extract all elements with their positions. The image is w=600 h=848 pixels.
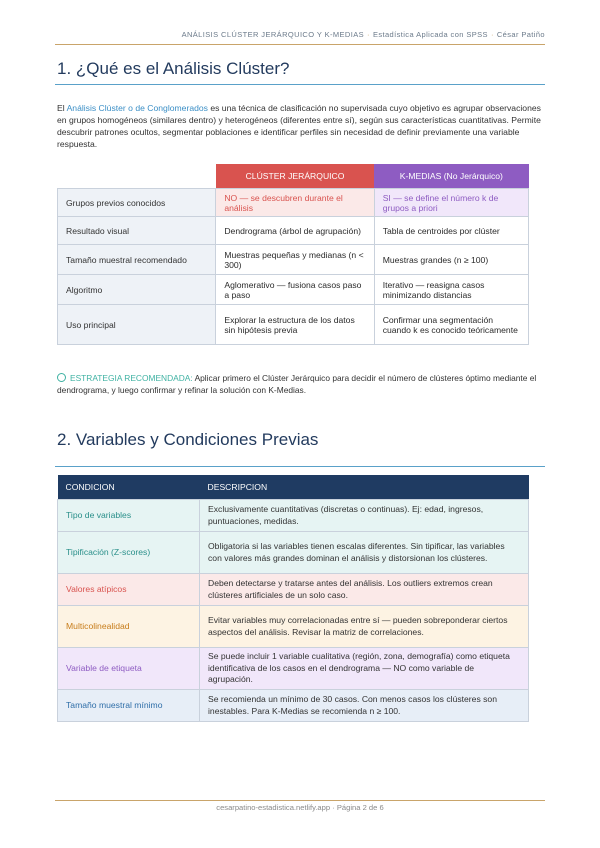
- header-divider: [55, 44, 545, 45]
- section2-divider: [55, 466, 545, 467]
- comparison-jerarquico-cell: Dendrograma (árbol de agrupación): [216, 217, 374, 245]
- condition-name: Multicolinealidad: [58, 606, 200, 648]
- condition-description: Se recomienda un mínimo de 30 casos. Con menos casos los clústeres son inestables. Para K-Medias se recomienda n ≥ 100.: [200, 690, 529, 722]
- comparison-header-kmedias: K-MEDIAS (No Jerárquico): [374, 164, 528, 189]
- comparison-kmedias-cell: Tabla de centroides por clúster: [374, 217, 528, 245]
- lightbulb-icon: [57, 373, 66, 382]
- conditions-table: [57, 475, 529, 722]
- intro-highlight: Análisis Clúster o de Conglomerados: [66, 103, 208, 113]
- comparison-jerarquico-cell: Muestras pequeñas y medianas (n < 300): [216, 245, 374, 275]
- condition-description: Exclusivamente cuantitativas (discretas o continuas). Ej: edad, ingresos, puntuaciones, medidas.: [200, 500, 529, 532]
- comparison-kmedias-cell: Confirmar una segmentación cuando k es conocido teóricamente: [374, 305, 528, 345]
- footer-divider: [55, 800, 545, 801]
- comparison-header-empty: [58, 164, 216, 189]
- comparison-criterion: Grupos previos conocidos: [58, 189, 216, 217]
- condition-row: [58, 606, 529, 648]
- comparison-jerarquico-cell: Aglomerativo — fusiona casos paso a paso: [216, 275, 374, 305]
- comparison-kmedias-cell: Muestras grandes (n ≥ 100): [374, 245, 528, 275]
- comparison-header-jerarquico: CLÚSTER JERÁRQUICO: [216, 164, 374, 189]
- tip-text: Aplicar primero el Clúster Jerárquico para decidir el número de clústeres óptimo mediante el dendrograma, y luego confirmar y refinar la solución con K-Medias.: [57, 373, 537, 395]
- section1-intro: El Análisis Clúster o de Conglomerados es una técnica de clasificación no supervisada cuyo objetivo es agrupar observaciones en grupos homogéneos (similares dentro) y heterogéneos (diferentes entre sí), según sus características cuantitativas. Permite descubrir patrones ocultos, segmentar poblaciones e identificar perfiles sin necesidad de definir previamente una variable respuesta.: [57, 103, 541, 149]
- comparison-row: [58, 275, 529, 305]
- comparison-row: [58, 217, 529, 245]
- header-author: César Patiño: [496, 30, 545, 39]
- condition-row: [58, 500, 529, 532]
- header-subtitle: Estadística Aplicada con SPSS: [372, 30, 488, 39]
- section1-title: 1. ¿Qué es el Análisis Clúster?: [57, 59, 290, 78]
- conditions-header-condicion: CONDICION: [58, 475, 200, 500]
- footer-site: cesarpatino-estadistica.netlify.app: [216, 803, 331, 812]
- condition-name: Tipificación (Z-scores): [58, 532, 200, 574]
- comparison-row: [58, 245, 529, 275]
- condition-row: [58, 532, 529, 574]
- condition-description: Obligatoria si las variables tienen escalas diferentes. Sin tipificar, las variables con valores más grandes dominan el análisis y distorsionan los clústeres.: [200, 532, 529, 574]
- header-title: ANÁLISIS CLÚSTER JERÁRQUICO Y K-MEDIAS: [181, 30, 365, 39]
- condition-name: Variable de etiqueta: [58, 648, 200, 690]
- condition-description: Deben detectarse y tratarse antes del análisis. Los outliers extremos crean clústeres artificiales de un solo caso.: [200, 574, 529, 606]
- condition-row: [58, 648, 529, 690]
- footer-page: Página 2 de 6: [336, 803, 384, 812]
- condition-name: Tipo de variables: [58, 500, 200, 532]
- conditions-table-header: [58, 475, 529, 500]
- comparison-jerarquico-cell: NO — se descubren durante el análisis: [216, 189, 374, 217]
- comparison-jerarquico-cell: Explorar la estructura de los datos sin hipótesis previa: [216, 305, 374, 345]
- comparison-criterion: Tamaño muestral recomendado: [58, 245, 216, 275]
- condition-name: Valores atípicos: [58, 574, 200, 606]
- comparison-criterion: Algoritmo: [58, 275, 216, 305]
- section1-divider: [55, 84, 545, 85]
- comparison-row: [58, 305, 529, 345]
- conditions-header-descripcion: DESCRIPCION: [200, 475, 529, 500]
- comparison-criterion: Uso principal: [58, 305, 216, 345]
- condition-name: Tamaño muestral mínimo: [58, 690, 200, 722]
- tip-label: ESTRATEGIA RECOMENDADA:: [70, 373, 193, 383]
- section2-title: 2. Variables y Condiciones Previas: [57, 430, 319, 449]
- page-header: ANÁLISIS CLÚSTER JERÁRQUICO Y K-MEDIAS · Estadística Aplicada con SPSS · César Patiño: [181, 30, 545, 39]
- condition-description: Se puede incluir 1 variable cualitativa (región, zona, demografía) como etiqueta identificativa de los casos en el dendrograma — NO como variable de agrupación.: [200, 648, 529, 690]
- comparison-kmedias-cell: Iterativo — reasigna casos minimizando distancias: [374, 275, 528, 305]
- comparison-kmedias-cell: SI — se define el número k de grupos a priori: [374, 189, 528, 217]
- comparison-row: [58, 189, 529, 217]
- condition-description: Evitar variables muy correlacionadas entre sí — pueden sobreponderar ciertos aspectos del análisis. Revisar la matriz de correlaciones.: [200, 606, 529, 648]
- page-footer: cesarpatino-estadistica.netlify.app · Página 2 de 6: [216, 803, 384, 812]
- condition-row: [58, 574, 529, 606]
- comparison-table: [57, 164, 529, 345]
- condition-row: [58, 690, 529, 722]
- strategy-tip: [57, 372, 547, 396]
- comparison-table-header: [58, 164, 529, 189]
- comparison-criterion: Resultado visual: [58, 217, 216, 245]
